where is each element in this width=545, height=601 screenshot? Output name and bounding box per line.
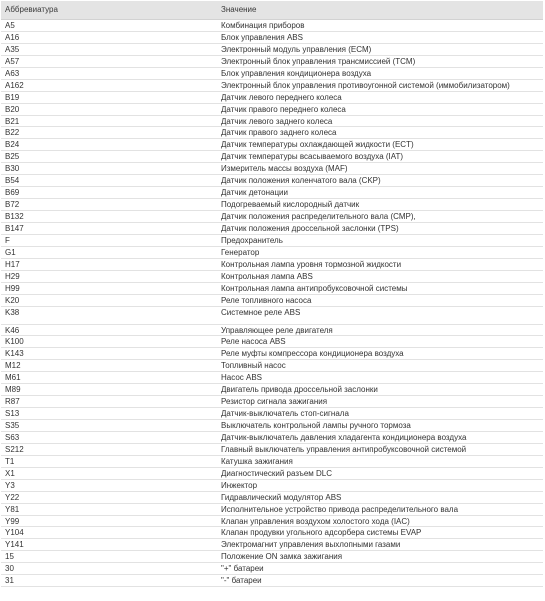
- table-row: [1, 187, 543, 199]
- abbreviation-cell: Y104: [5, 528, 24, 538]
- abbreviation-cell: M89: [5, 385, 21, 395]
- table-row: [1, 235, 543, 247]
- table-row: [1, 259, 543, 271]
- table-row: [1, 163, 543, 175]
- meaning-cell: Датчик-выключатель стоп-сигнала: [221, 409, 349, 419]
- abbreviation-cell: K46: [5, 325, 20, 335]
- table-row: [1, 516, 543, 528]
- abbreviation-cell: Y141: [5, 540, 24, 550]
- meaning-cell: Датчик детонации: [221, 188, 288, 198]
- meaning-cell: Блок управления ABS: [221, 32, 303, 42]
- meaning-cell: Реле насоса ABS: [221, 337, 286, 347]
- abbreviation-cell: A16: [5, 32, 20, 42]
- abbreviation-cell: 30: [5, 564, 14, 574]
- table-row: [1, 408, 543, 420]
- abbreviation-cell: A162: [5, 80, 24, 90]
- meaning-cell: Положение ON замка зажигания: [221, 552, 343, 562]
- abbreviation-cell: B25: [5, 152, 20, 162]
- abbreviation-cell: K143: [5, 349, 24, 359]
- meaning-cell: Датчик температуры всасываемого воздуха (IAT): [221, 152, 404, 162]
- meaning-cell: Датчик-выключатель давления хладагента кондиционера воздуха: [221, 432, 467, 442]
- abbreviation-cell: A35: [5, 44, 20, 54]
- abbreviation-cell: A57: [5, 56, 20, 66]
- meaning-cell: Контрольная лампа антипробуксовочной системы: [221, 283, 408, 293]
- abbreviation-cell: S212: [5, 444, 24, 454]
- abbreviation-cell: H99: [5, 283, 20, 293]
- table-row: [1, 32, 543, 44]
- meaning-cell: Резистор сигнала зажигания: [221, 397, 328, 407]
- table-row: [1, 420, 543, 432]
- abbreviation-cell: Y3: [5, 480, 15, 490]
- table-row: [1, 444, 543, 456]
- meaning-cell: "+" батареи: [221, 564, 264, 574]
- table-row: [1, 223, 543, 235]
- meaning-cell: Реле топливного насоса: [221, 295, 312, 305]
- table-row: [1, 456, 543, 468]
- abbreviation-cell: Y81: [5, 504, 20, 514]
- meaning-cell: Электромагнит управления выхлопными газами: [221, 540, 401, 550]
- abbreviation-cell: B20: [5, 104, 20, 114]
- abbreviation-cell: F: [5, 235, 10, 245]
- meaning-cell: Клапан продувки угольного адсорбера системы EVAP: [221, 528, 422, 538]
- abbreviation-cell: B22: [5, 128, 20, 138]
- meaning-cell: Измеритель массы воздуха (MAF): [221, 164, 348, 174]
- table-header: [1, 1, 543, 20]
- meaning-cell: Насос ABS: [221, 373, 262, 383]
- table-row: [1, 175, 543, 187]
- table-row: [1, 80, 543, 92]
- table-row: [1, 480, 543, 492]
- header-abbreviation: Аббревиатура: [5, 5, 58, 14]
- meaning-cell: Датчик положения дроссельной заслонки (TPS): [221, 223, 399, 233]
- meaning-cell: Датчик левого переднего колеса: [221, 92, 342, 102]
- meaning-cell: Системное реле ABS: [221, 307, 301, 317]
- meaning-cell: Комбинация приборов: [221, 21, 305, 30]
- abbreviation-cell: R87: [5, 397, 20, 407]
- table-row: [1, 92, 543, 104]
- meaning-cell: Управляющее реле двигателя: [221, 325, 333, 335]
- meaning-cell: Электронный блок управления трансмиссией (TCM): [221, 56, 416, 66]
- meaning-cell: Электронный модуль управления (ECM): [221, 44, 372, 54]
- meaning-cell: Датчик положения коленчатого вала (CKP): [221, 176, 381, 186]
- abbreviation-cell: Y22: [5, 492, 20, 502]
- table-row: [1, 384, 543, 396]
- table-row: [1, 563, 543, 575]
- table-row: [1, 247, 543, 259]
- abbreviation-cell: S35: [5, 421, 20, 430]
- table-row: [1, 307, 543, 325]
- abbreviation-cell: K38: [5, 307, 20, 317]
- header-meaning: Значение: [221, 5, 257, 14]
- table-row: [1, 127, 543, 139]
- meaning-cell: Исполнительное устройство привода распределительного вала: [221, 504, 459, 514]
- abbreviation-cell: B132: [5, 212, 24, 221]
- table-row: [1, 44, 543, 56]
- meaning-cell: Датчик положения распределительного вала (CMP),: [221, 212, 416, 221]
- table-row: [1, 527, 543, 539]
- abbreviation-cell: X1: [5, 468, 15, 478]
- table-row: [1, 271, 543, 283]
- abbreviation-cell: S13: [5, 409, 20, 419]
- abbreviation-cell: B147: [5, 223, 24, 233]
- meaning-cell: Инжектор: [221, 480, 258, 490]
- abbreviation-cell: A63: [5, 68, 20, 78]
- table-row: [1, 325, 543, 337]
- abbreviation-cell: S63: [5, 432, 20, 442]
- meaning-cell: Главный выключатель управления антипробуксовочной системой: [221, 444, 467, 454]
- table-row: [1, 360, 543, 372]
- abbreviation-cell: B19: [5, 92, 20, 102]
- table-row: [1, 432, 543, 444]
- abbreviation-cell: Y99: [5, 516, 20, 526]
- meaning-cell: Диагностический разъем DLC: [221, 468, 333, 478]
- meaning-cell: Контрольная лампа уровня тормозной жидкости: [221, 259, 402, 269]
- table-row: [1, 151, 543, 163]
- table-row: [1, 104, 543, 116]
- abbreviation-cell: H17: [5, 259, 20, 269]
- table-row: [1, 551, 543, 563]
- abbreviation-cell: T1: [5, 456, 15, 466]
- abbreviation-cell: B21: [5, 116, 20, 126]
- abbreviation-cell: B72: [5, 200, 20, 210]
- table-row: [1, 20, 543, 32]
- table-row: [1, 56, 543, 68]
- abbreviation-cell: G1: [5, 247, 16, 257]
- abbreviation-cell: B30: [5, 164, 20, 174]
- meaning-cell: Датчик правого заднего колеса: [221, 128, 337, 138]
- meaning-cell: Электронный блок управления противоугонной системой (иммобилизатором): [221, 80, 510, 90]
- table-row: [1, 372, 543, 384]
- abbreviation-cell: B54: [5, 176, 20, 186]
- table-row: [1, 283, 543, 295]
- table-row: [1, 68, 543, 80]
- meaning-cell: Реле муфты компрессора кондиционера воздуха: [221, 349, 404, 359]
- table-row: [1, 116, 543, 128]
- abbreviation-cell: B69: [5, 188, 20, 198]
- meaning-cell: Генератор: [221, 247, 260, 257]
- meaning-cell: Датчик правого переднего колеса: [221, 104, 346, 114]
- abbreviation-cell: A5: [5, 21, 15, 30]
- meaning-cell: Выключатель контрольной лампы ручного тормоза: [221, 421, 411, 430]
- table-row: [1, 199, 543, 211]
- meaning-cell: Топливный насос: [221, 361, 286, 371]
- abbreviation-cell: H29: [5, 271, 20, 281]
- table-row: [1, 348, 543, 360]
- abbreviation-cell: 15: [5, 552, 14, 562]
- meaning-cell: Гидравлический модулятор ABS: [221, 492, 342, 502]
- table-row: [1, 211, 543, 223]
- meaning-cell: Клапан управления воздухом холостого хода (IAC): [221, 516, 410, 526]
- table-row: [1, 539, 543, 551]
- abbreviation-cell: 31: [5, 576, 14, 586]
- table-row: [1, 492, 543, 504]
- meaning-cell: Предохранитель: [221, 235, 283, 245]
- abbreviation-cell: M12: [5, 361, 21, 371]
- abbreviation-cell: K20: [5, 295, 20, 305]
- table-row: [1, 468, 543, 480]
- meaning-cell: Датчик левого заднего колеса: [221, 116, 333, 126]
- meaning-cell: Блок управления кондиционера воздуха: [221, 68, 372, 78]
- table-row: [1, 396, 543, 408]
- table-row: [1, 295, 543, 307]
- abbreviation-cell: K100: [5, 337, 24, 347]
- meaning-cell: Контрольная лампа ABS: [221, 271, 313, 281]
- meaning-cell: Датчик температуры охлаждающей жидкости (ECT): [221, 140, 414, 150]
- table-body: [1, 20, 543, 587]
- table-row: [1, 504, 543, 516]
- abbreviation-cell: B24: [5, 140, 20, 150]
- table-row: [1, 139, 543, 151]
- abbreviation-cell: M61: [5, 373, 21, 383]
- table-row: [1, 336, 543, 348]
- table-row: [1, 575, 543, 587]
- meaning-cell: Катушка зажигания: [221, 456, 293, 466]
- meaning-cell: "-" батареи: [221, 576, 262, 586]
- meaning-cell: Двигатель привода дроссельной заслонки: [221, 385, 378, 395]
- meaning-cell: Подогреваемый кислородный датчик: [221, 200, 360, 210]
- abbreviation-table: [1, 1, 543, 587]
